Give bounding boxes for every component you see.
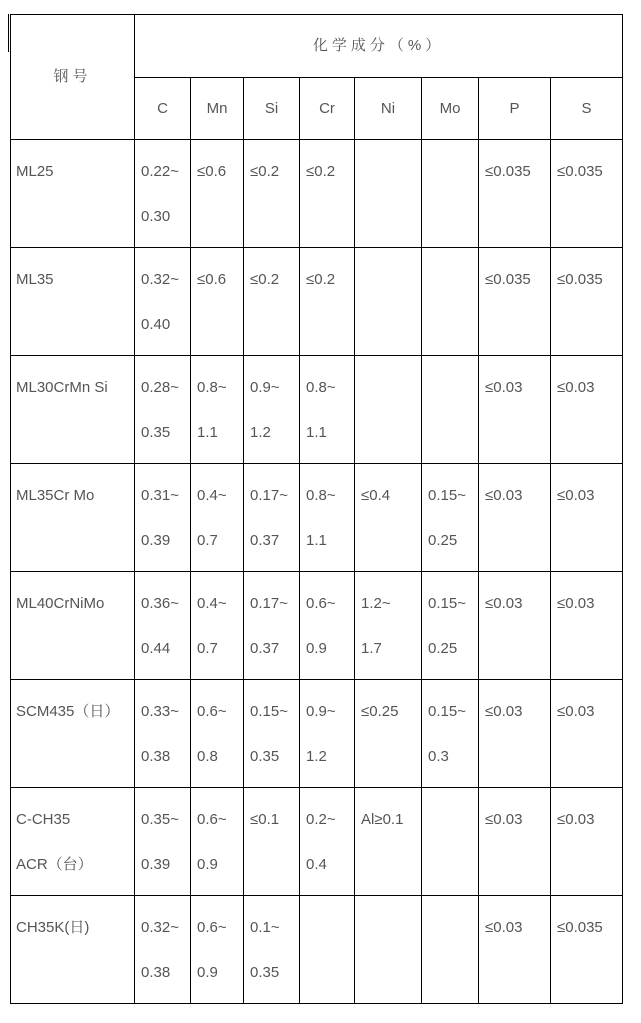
element-header-p: P bbox=[479, 78, 551, 140]
cell-text: 1.1 bbox=[197, 424, 218, 441]
cell-text: 0.15~ bbox=[428, 595, 466, 612]
cell-text: 0.3 bbox=[428, 748, 449, 765]
table-row bbox=[11, 572, 623, 680]
value-cell-s bbox=[551, 680, 623, 788]
value-cell-p bbox=[479, 572, 551, 680]
cell-text: 0.8~ bbox=[306, 379, 336, 396]
cell-text: 0.4~ bbox=[197, 595, 227, 612]
value-cell-mn bbox=[191, 680, 244, 788]
value-cell-mo bbox=[422, 464, 479, 572]
value-cell-s bbox=[551, 140, 623, 248]
grade-cell bbox=[11, 572, 135, 680]
cell-text: ≤0.2 bbox=[250, 163, 280, 180]
cell-text: ≤0.03 bbox=[485, 919, 523, 936]
cell-text: 0.8~ bbox=[306, 487, 336, 504]
value-cell-s bbox=[551, 572, 623, 680]
value-cell-s bbox=[551, 248, 623, 356]
value-cell-cr bbox=[300, 248, 355, 356]
cell-text: 0.17~ bbox=[250, 595, 288, 612]
value-cell-si bbox=[244, 896, 300, 1004]
cell-text: 0.8~ bbox=[197, 379, 227, 396]
table-row bbox=[11, 248, 623, 356]
cell-text: 1.2 bbox=[306, 748, 327, 765]
cell-text: 0.6~ bbox=[306, 595, 336, 612]
table-row bbox=[11, 464, 623, 572]
cell-text: ≤0.03 bbox=[485, 703, 523, 720]
cell-text: 0.32~ bbox=[141, 919, 179, 936]
cell-text: 0.39 bbox=[141, 856, 171, 873]
value-cell-ni bbox=[355, 788, 422, 896]
cell-text: 0.6~ bbox=[197, 811, 227, 828]
cell-text: ≤0.2 bbox=[306, 163, 336, 180]
cell-text: 0.30 bbox=[141, 208, 171, 225]
value-cell-ni bbox=[355, 140, 422, 248]
cell-text: 0.15~ bbox=[428, 487, 466, 504]
cell-text: 0.33~ bbox=[141, 703, 179, 720]
value-cell-mo bbox=[422, 356, 479, 464]
cell-text: ≤0.2 bbox=[250, 271, 280, 288]
cell-text: 0.37 bbox=[250, 532, 280, 549]
value-cell-c bbox=[135, 464, 191, 572]
cell-text: 0.9~ bbox=[250, 379, 280, 396]
cell-text: 0.32~ bbox=[141, 271, 179, 288]
cell-text: ≤0.4 bbox=[361, 487, 391, 504]
cell-text: ≤0.035 bbox=[557, 919, 603, 936]
cell-text: Al≥0.1 bbox=[361, 811, 404, 828]
value-cell-mn bbox=[191, 248, 244, 356]
table-row bbox=[11, 896, 623, 1004]
table-body bbox=[11, 15, 623, 1004]
cell-text: ≤0.03 bbox=[485, 595, 523, 612]
value-cell-si bbox=[244, 680, 300, 788]
cell-text: 0.7 bbox=[197, 532, 218, 549]
cell-text: ≤0.035 bbox=[485, 163, 531, 180]
value-cell-p bbox=[479, 248, 551, 356]
cell-text: 0.35~ bbox=[141, 811, 179, 828]
cell-text: 0.9~ bbox=[306, 703, 336, 720]
value-cell-p bbox=[479, 896, 551, 1004]
cell-text: ≤0.035 bbox=[557, 163, 603, 180]
value-cell-s bbox=[551, 788, 623, 896]
grade-cell bbox=[11, 788, 135, 896]
grade-cell bbox=[11, 356, 135, 464]
value-cell-mn bbox=[191, 788, 244, 896]
value-cell-si bbox=[244, 140, 300, 248]
cell-text: 0.25 bbox=[428, 532, 458, 549]
value-cell-cr bbox=[300, 896, 355, 1004]
value-cell-c bbox=[135, 788, 191, 896]
cell-text: ≤0.6 bbox=[197, 271, 227, 288]
cell-text: ≤0.6 bbox=[197, 163, 227, 180]
cell-text: 0.36~ bbox=[141, 595, 179, 612]
grade-cell bbox=[11, 248, 135, 356]
cell-text: 0.4 bbox=[306, 856, 327, 873]
value-cell-si bbox=[244, 788, 300, 896]
cell-text: 0.7 bbox=[197, 640, 218, 657]
value-cell-cr bbox=[300, 464, 355, 572]
chemical-composition-table bbox=[10, 14, 623, 1004]
value-cell-s bbox=[551, 356, 623, 464]
value-cell-mn bbox=[191, 896, 244, 1004]
cell-text: ≤0.03 bbox=[485, 487, 523, 504]
value-cell-si bbox=[244, 464, 300, 572]
value-cell-cr bbox=[300, 356, 355, 464]
cell-text: 0.4~ bbox=[197, 487, 227, 504]
value-cell-c bbox=[135, 356, 191, 464]
cell-text: ML40CrNiMo bbox=[16, 595, 105, 612]
value-cell-ni bbox=[355, 356, 422, 464]
cell-text: ≤0.03 bbox=[557, 487, 595, 504]
cell-text: ML35 bbox=[16, 271, 54, 288]
cell-text: 0.44 bbox=[141, 640, 171, 657]
cell-text: 0.25 bbox=[428, 640, 458, 657]
element-header-c: C bbox=[135, 78, 191, 140]
element-header-si: Si bbox=[244, 78, 300, 140]
cell-text: ≤0.03 bbox=[557, 703, 595, 720]
value-cell-p bbox=[479, 680, 551, 788]
element-header-cr: Cr bbox=[300, 78, 355, 140]
cell-text: 0.38 bbox=[141, 748, 171, 765]
value-cell-cr bbox=[300, 572, 355, 680]
value-cell-p bbox=[479, 140, 551, 248]
cell-text: ≤0.2 bbox=[306, 271, 336, 288]
cell-text: 0.35 bbox=[250, 748, 280, 765]
value-cell-c bbox=[135, 572, 191, 680]
cell-text: 1.2 bbox=[250, 424, 271, 441]
value-cell-c bbox=[135, 248, 191, 356]
composition-group-header: 化学成分（%） bbox=[135, 15, 623, 78]
value-cell-s bbox=[551, 464, 623, 572]
cell-text: 1.1 bbox=[306, 532, 327, 549]
value-cell-mo bbox=[422, 788, 479, 896]
cell-text: 0.35 bbox=[250, 964, 280, 981]
value-cell-si bbox=[244, 248, 300, 356]
value-cell-mn bbox=[191, 140, 244, 248]
value-cell-mn bbox=[191, 464, 244, 572]
grade-cell bbox=[11, 680, 135, 788]
cell-text: ML25 bbox=[16, 163, 54, 180]
cell-text: 0.22~ bbox=[141, 163, 179, 180]
value-cell-c bbox=[135, 680, 191, 788]
value-cell-cr bbox=[300, 788, 355, 896]
value-cell-c bbox=[135, 140, 191, 248]
value-cell-ni bbox=[355, 464, 422, 572]
cell-text: 0.37 bbox=[250, 640, 280, 657]
value-cell-mo bbox=[422, 680, 479, 788]
table-row bbox=[11, 140, 623, 248]
cell-text: 0.6~ bbox=[197, 703, 227, 720]
cell-text: ≤0.03 bbox=[557, 811, 595, 828]
cell-text: 1.7 bbox=[361, 640, 382, 657]
grade-column-header: 钢号 bbox=[11, 15, 135, 140]
cell-text: 0.2~ bbox=[306, 811, 336, 828]
margin-mark bbox=[8, 14, 9, 52]
cell-text: C-CH35 bbox=[16, 811, 71, 828]
cell-text: 0.38 bbox=[141, 964, 171, 981]
value-cell-c bbox=[135, 896, 191, 1004]
cell-text: 0.1~ bbox=[250, 919, 280, 936]
cell-text: 0.40 bbox=[141, 316, 171, 333]
value-cell-mo bbox=[422, 896, 479, 1004]
value-cell-mo bbox=[422, 572, 479, 680]
cell-text: ML30CrMn Si bbox=[16, 379, 108, 396]
value-cell-p bbox=[479, 356, 551, 464]
cell-text: ≤0.1 bbox=[250, 811, 280, 828]
cell-text: 0.35 bbox=[141, 424, 171, 441]
cell-text: CH35K(日) bbox=[16, 919, 90, 936]
cell-text: ≤0.03 bbox=[485, 379, 523, 396]
cell-text: 0.9 bbox=[306, 640, 327, 657]
element-header-s: S bbox=[551, 78, 623, 140]
element-header-ni: Ni bbox=[355, 78, 422, 140]
cell-text: ACR（台） bbox=[16, 856, 93, 873]
grade-cell bbox=[11, 896, 135, 1004]
cell-text: ≤0.03 bbox=[557, 379, 595, 396]
grade-cell bbox=[11, 464, 135, 572]
element-header-mo: Mo bbox=[422, 78, 479, 140]
cell-text: 0.15~ bbox=[250, 703, 288, 720]
cell-text: 0.17~ bbox=[250, 487, 288, 504]
cell-text: 0.28~ bbox=[141, 379, 179, 396]
cell-text: 1.1 bbox=[306, 424, 327, 441]
value-cell-ni bbox=[355, 680, 422, 788]
cell-text: 1.2~ bbox=[361, 595, 391, 612]
table-row bbox=[11, 356, 623, 464]
value-cell-cr bbox=[300, 680, 355, 788]
cell-text: ≤0.035 bbox=[557, 271, 603, 288]
cell-text: SCM435（日） bbox=[16, 703, 120, 720]
cell-text: ≤0.03 bbox=[557, 595, 595, 612]
cell-text: 0.31~ bbox=[141, 487, 179, 504]
value-cell-mo bbox=[422, 248, 479, 356]
value-cell-p bbox=[479, 788, 551, 896]
value-cell-p bbox=[479, 464, 551, 572]
value-cell-ni bbox=[355, 896, 422, 1004]
cell-text: 0.9 bbox=[197, 964, 218, 981]
value-cell-mn bbox=[191, 572, 244, 680]
cell-text: 0.8 bbox=[197, 748, 218, 765]
grade-cell bbox=[11, 140, 135, 248]
cell-text: ≤0.03 bbox=[485, 811, 523, 828]
value-cell-s bbox=[551, 896, 623, 1004]
value-cell-ni bbox=[355, 248, 422, 356]
cell-text: 0.6~ bbox=[197, 919, 227, 936]
table-row bbox=[11, 680, 623, 788]
value-cell-si bbox=[244, 572, 300, 680]
value-cell-si bbox=[244, 356, 300, 464]
header-row-group bbox=[11, 15, 623, 78]
table-row bbox=[11, 788, 623, 896]
cell-text: 0.39 bbox=[141, 532, 171, 549]
cell-text: ≤0.035 bbox=[485, 271, 531, 288]
value-cell-mo bbox=[422, 140, 479, 248]
cell-text: 0.15~ bbox=[428, 703, 466, 720]
cell-text: 0.9 bbox=[197, 856, 218, 873]
element-header-mn: Mn bbox=[191, 78, 244, 140]
value-cell-cr bbox=[300, 140, 355, 248]
value-cell-ni bbox=[355, 572, 422, 680]
cell-text: ML35Cr Mo bbox=[16, 487, 95, 504]
value-cell-mn bbox=[191, 356, 244, 464]
cell-text: ≤0.25 bbox=[361, 703, 399, 720]
